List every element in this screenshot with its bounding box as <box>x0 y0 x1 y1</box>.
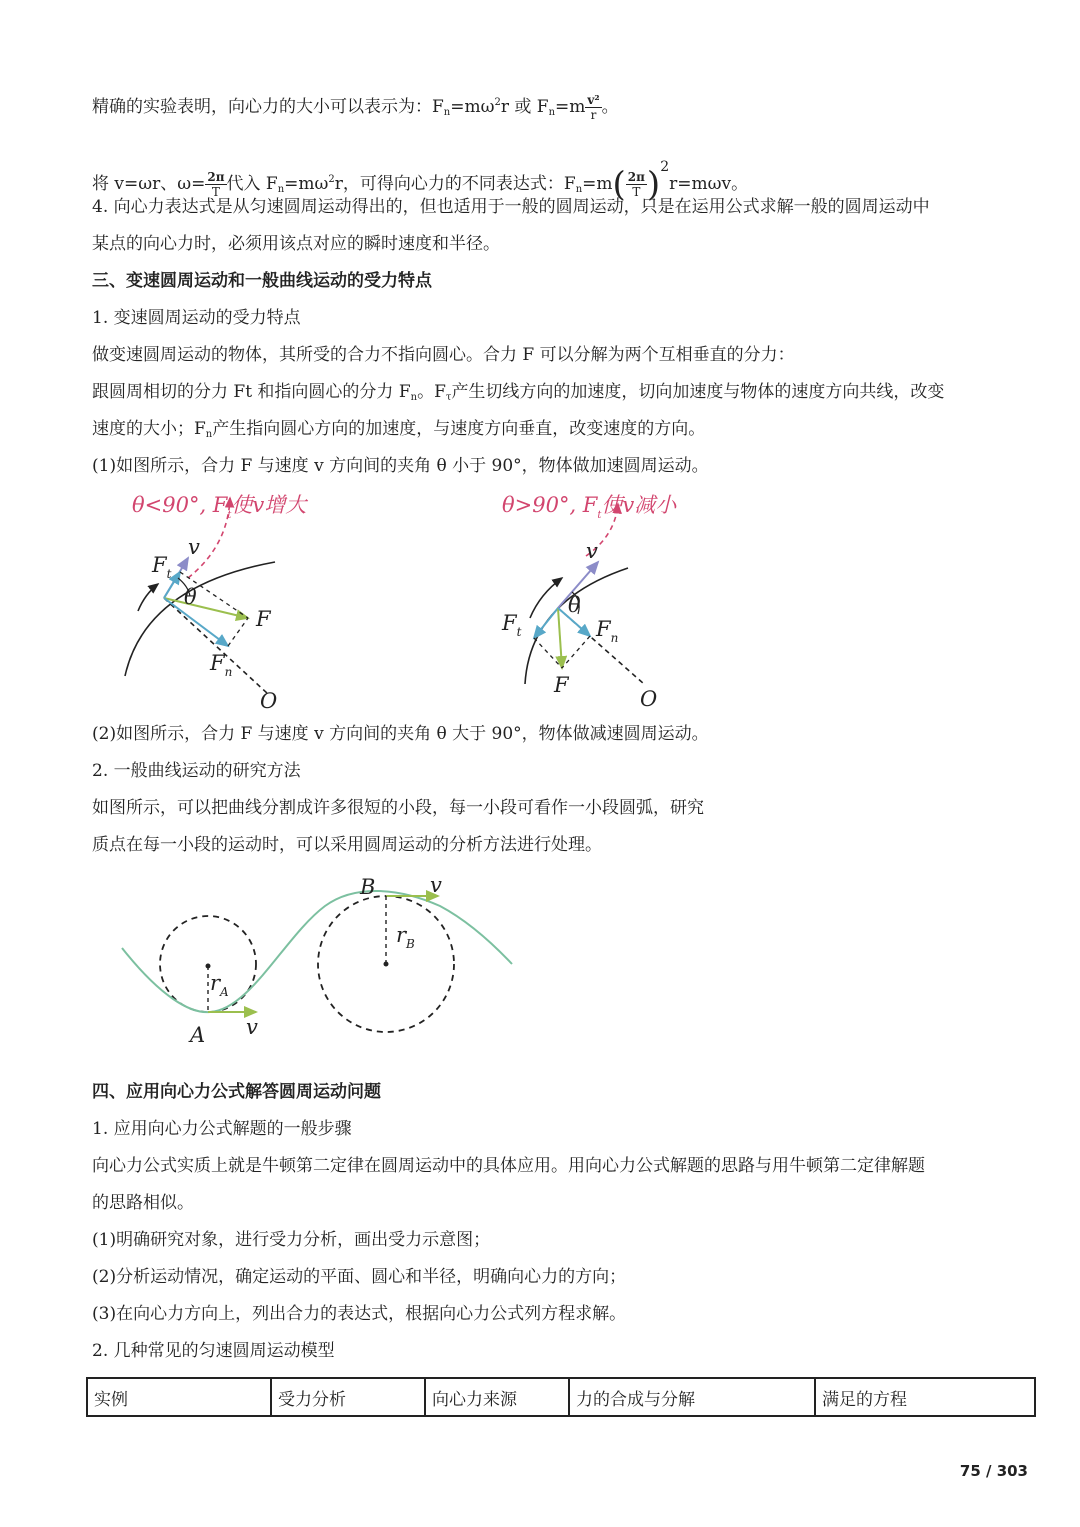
label-F: F <box>554 673 569 697</box>
label-rB: $r_B$ <box>396 923 415 951</box>
subheading: 1. 变速圆周运动的受力特点 <box>92 308 301 328</box>
label-B: B <box>360 875 376 899</box>
table-header-cell: 向心力来源 <box>425 1378 569 1416</box>
paragraph-line: (1)明确研究对象，进行受力分析，画出受力示意图； <box>92 1230 491 1250</box>
label-Ft: $F_t$ <box>502 611 522 639</box>
curve-motion-figure <box>110 866 530 1056</box>
table-header-cell: 满足的方程 <box>815 1378 1035 1416</box>
text: 将 v=ωr、ω= <box>92 174 206 194</box>
subscript: n <box>410 392 418 403</box>
text: =m <box>582 174 613 194</box>
label-v-A: v <box>246 1015 258 1039</box>
radius-dashed-line <box>164 598 268 694</box>
paragraph-line: (2)如图所示，合力 F 与速度 v 方向间的夹角 θ 大于 90°，物体做减速圆周运动。 <box>92 724 709 744</box>
table-header-row <box>87 1378 1035 1416</box>
subscript: τ <box>445 392 452 403</box>
net-force-arrow <box>558 608 562 668</box>
label-v: v <box>586 539 598 563</box>
motion-curve <box>122 891 512 1012</box>
center-B <box>384 962 389 967</box>
parallelogram-edge <box>534 638 562 668</box>
subscript: n <box>443 107 451 118</box>
subscript: n <box>277 184 285 195</box>
model-table <box>86 1377 1036 1417</box>
label-O: O <box>260 689 278 711</box>
text: 速度的大小；F <box>92 419 206 439</box>
diagram-accelerating <box>125 493 308 711</box>
section-heading-3: 三、变速圆周运动和一般曲线运动的受力特点 <box>92 271 432 291</box>
paragraph-line: 向心力公式实质上就是牛顿第二定律在圆周运动中的具体应用。用向心力公式解题的思路与用牛顿第二定律解题 <box>92 1156 925 1176</box>
text: =m <box>555 97 586 117</box>
table-header-cell: 实例 <box>87 1378 271 1416</box>
motion-direction-arrow <box>530 578 562 618</box>
text: =mω <box>284 174 329 194</box>
circle-arc <box>125 562 275 676</box>
subscript: n <box>205 429 213 440</box>
text: 。F <box>417 382 446 402</box>
text: 精确的实验表明，向心力的大小可以表示为：F <box>92 97 444 117</box>
table-header-cell: 力的合成与分解 <box>569 1378 815 1416</box>
paren-close: ) <box>646 164 661 205</box>
fraction-v2-over-r: $\frac{\text{v²}}{r}$ <box>587 93 600 122</box>
paragraph-line <box>92 381 944 409</box>
label-A: A <box>190 1023 206 1047</box>
superscript: 2 <box>660 159 670 175</box>
label-v: v <box>188 535 200 559</box>
motion-direction-arrow <box>138 584 158 611</box>
paren-open: ( <box>612 164 626 205</box>
parallelogram-edge <box>228 618 248 646</box>
label-Fn: $F_n$ <box>210 651 233 679</box>
superscript: 2 <box>328 174 335 185</box>
label-v-B: v <box>430 873 442 897</box>
force-decomposition-figure <box>100 486 720 711</box>
label-F: F <box>256 607 271 631</box>
paragraph-line: 做变速圆周运动的物体，其所受的合力不指向圆心。合力 F 可以分解为两个互相垂直的分力： <box>92 345 795 365</box>
label-theta: θ <box>184 585 197 609</box>
text: r=mωv。 <box>669 174 749 194</box>
subscript: n <box>575 184 583 195</box>
paragraph-line: (1)如图所示，合力 F 与速度 v 方向间的夹角 θ 小于 90°，物体做加速圆周运动。 <box>92 456 709 476</box>
paragraph-line: 4. 向心力表达式是从匀速圆周运动得出的，但也适用于一般的圆周运动，只是在运用公式求解一般的圆周运动中 <box>92 197 930 217</box>
subscript: n <box>548 107 556 118</box>
paragraph-line: 的思路相似。 <box>92 1193 194 1213</box>
page-number: 75 / 303 <box>959 1462 1028 1480</box>
formula-line-2 <box>92 156 749 205</box>
text: =mω <box>450 97 495 117</box>
paragraph-line: 某点的向心力时，必须用该点对应的瞬时速度和半径。 <box>92 234 500 254</box>
paragraph-line: 如图所示，可以把曲线分割成许多很短的小段，每一小段可看作一小段圆弧，研究 <box>92 798 704 818</box>
center-A <box>206 964 211 969</box>
subheading: 2. 一般曲线运动的研究方法 <box>92 761 301 781</box>
text: 产生指向圆心方向的加速度，与速度方向垂直，改变速度的方向。 <box>212 419 706 439</box>
text: 。 <box>601 97 619 117</box>
text: 产生切线方向的加速度，切向加速度与物体的速度方向共线，改变 <box>451 382 945 402</box>
diagram-decelerating <box>501 493 679 711</box>
paragraph-line: (3)在向心力方向上，列出合力的表达式，根据向心力公式列方程求解。 <box>92 1304 627 1324</box>
section-heading-4: 四、应用向心力公式解答圆周运动问题 <box>92 1082 381 1102</box>
text: r 或 F <box>500 97 549 117</box>
label-O: O <box>640 687 658 711</box>
paragraph-line: (2)分析运动情况，确定运动的平面、圆心和半径，明确向心力的方向； <box>92 1267 627 1287</box>
label-Fn: $F_n$ <box>596 617 619 645</box>
formula-line-1 <box>92 92 619 124</box>
label-theta: θ <box>568 593 581 617</box>
tangential-force-arrow <box>534 608 558 638</box>
title-accelerating: θ<90°, $F_t$使v增大 <box>132 493 307 521</box>
paragraph-line: 质点在每一小段的运动时，可以采用圆周运动的分析方法进行处理。 <box>92 835 602 855</box>
superscript: 2 <box>494 97 501 108</box>
table-header-cell: 受力分析 <box>271 1378 425 1416</box>
label-Ft: $F_t$ <box>152 553 172 581</box>
text: 跟圆周相切的分力 Ft 和指向圆心的分力 F <box>92 382 411 402</box>
subheading: 1. 应用向心力公式解题的一般步骤 <box>92 1119 352 1139</box>
parallelogram-edge <box>562 636 590 668</box>
paragraph-line <box>92 418 705 446</box>
title-decelerating: θ>90°, $F_t$使v减小 <box>502 493 677 521</box>
text: r，可得向心力的不同表达式：F <box>334 174 576 194</box>
subheading: 2. 几种常见的匀速圆周运动模型 <box>92 1341 335 1361</box>
text: 代入 F <box>226 174 278 194</box>
fraction-2pi-over-T-2: $\frac{2\pi}{T}$ <box>627 170 645 199</box>
fraction-2pi-over-T: $\frac{2\pi}{T}$ <box>207 170 225 199</box>
label-rA: $r_A$ <box>210 971 229 999</box>
